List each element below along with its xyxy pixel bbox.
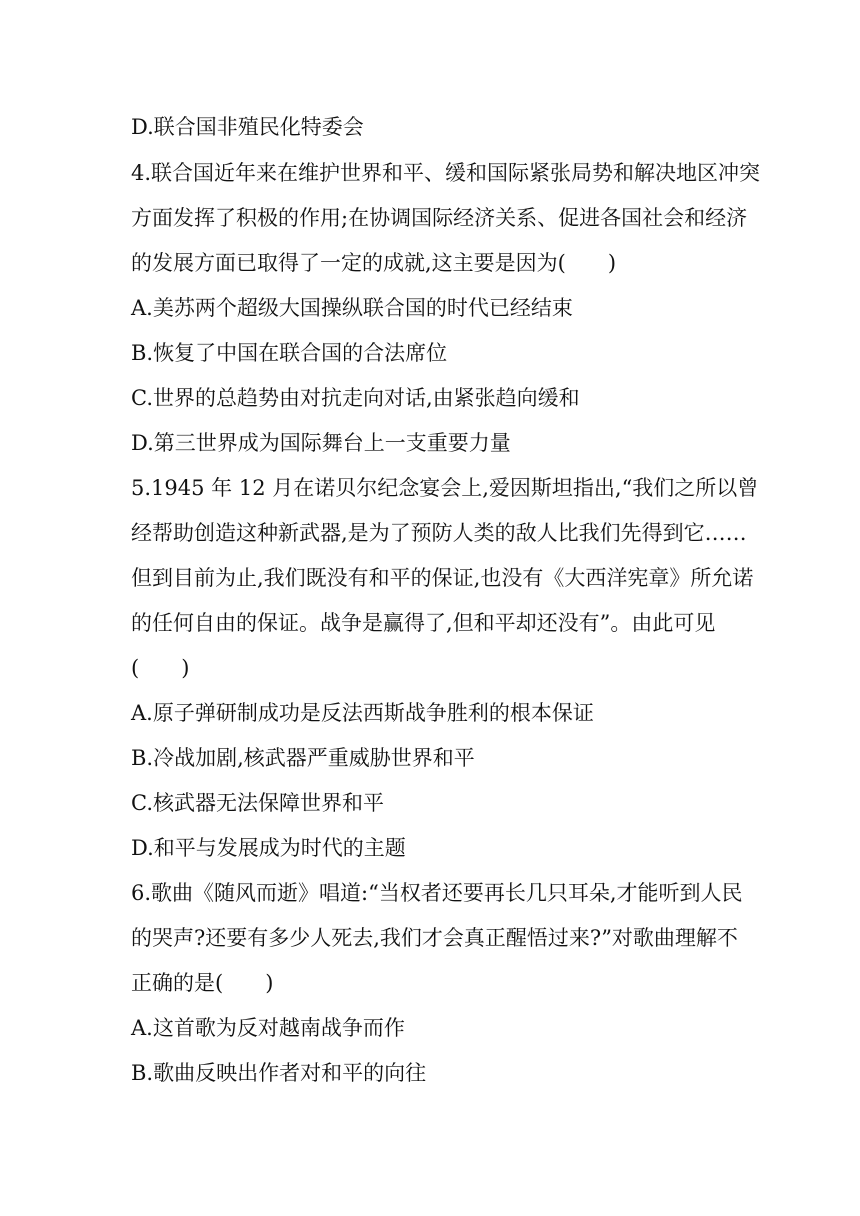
q6-option-b: B.歌曲反映出作者对和平的向往 bbox=[131, 1061, 427, 1085]
q6-stem-line-1: 6.歌曲《随风而逝》唱道:“当权者还要再长几只耳朵,才能听到人民 bbox=[131, 881, 743, 905]
q4-stem-line-2: 方面发挥了积极的作用;在协调国际经济关系、促进各国社会和经济 bbox=[131, 206, 748, 230]
q5-option-b: B.冷战加剧,核武器严重威胁世界和平 bbox=[131, 746, 475, 770]
q5-option-c: C.核武器无法保障世界和平 bbox=[131, 791, 384, 815]
q6-stem-line-3: 正确的是( ) bbox=[131, 971, 274, 995]
q5-stem-line-3: 但到目前为止,我们既没有和平的保证,也没有《大西洋宪章》所允诺 bbox=[131, 566, 754, 590]
q5-option-a: A.原子弹研制成功是反法西斯战争胜利的根本保证 bbox=[131, 701, 594, 725]
q4-option-a: A.美苏两个超级大国操纵联合国的时代已经结束 bbox=[131, 296, 573, 320]
q6-option-a: A.这首歌为反对越南战争而作 bbox=[131, 1016, 405, 1040]
q4-stem-line-3: 的发展方面已取得了一定的成就,这主要是因为( ) bbox=[131, 251, 617, 275]
q6-stem-line-2: 的哭声?还要有多少人死去,我们才会真正醒悟过来?”对歌曲理解不 bbox=[131, 926, 738, 950]
q3-option-d: D.联合国非殖民化特委会 bbox=[131, 115, 364, 139]
q5-stem-line-4: 的任何自由的保证。战争是赢得了,但和平却还没有”。由此可见 bbox=[131, 611, 716, 635]
q5-stem-line-2: 经帮助创造这种新武器,是为了预防人类的敌人比我们先得到它…… bbox=[131, 521, 747, 545]
q5-answer-blank: ( ) bbox=[131, 656, 190, 680]
q4-option-d: D.第三世界成为国际舞台上一支重要力量 bbox=[131, 431, 511, 455]
q4-option-c: C.世界的总趋势由对抗走向对话,由紧张趋向缓和 bbox=[131, 386, 580, 410]
q4-option-b: B.恢复了中国在联合国的合法席位 bbox=[131, 341, 448, 365]
q5-option-d: D.和平与发展成为时代的主题 bbox=[131, 836, 406, 860]
q5-stem-line-1: 5.1945 年 12 月在诺贝尔纪念宴会上,爱因斯坦指出,“我们之所以曾 bbox=[131, 476, 759, 500]
q4-stem-line-1: 4.联合国近年来在维护世界和平、缓和国际紧张局势和解决地区冲突 bbox=[131, 161, 761, 185]
